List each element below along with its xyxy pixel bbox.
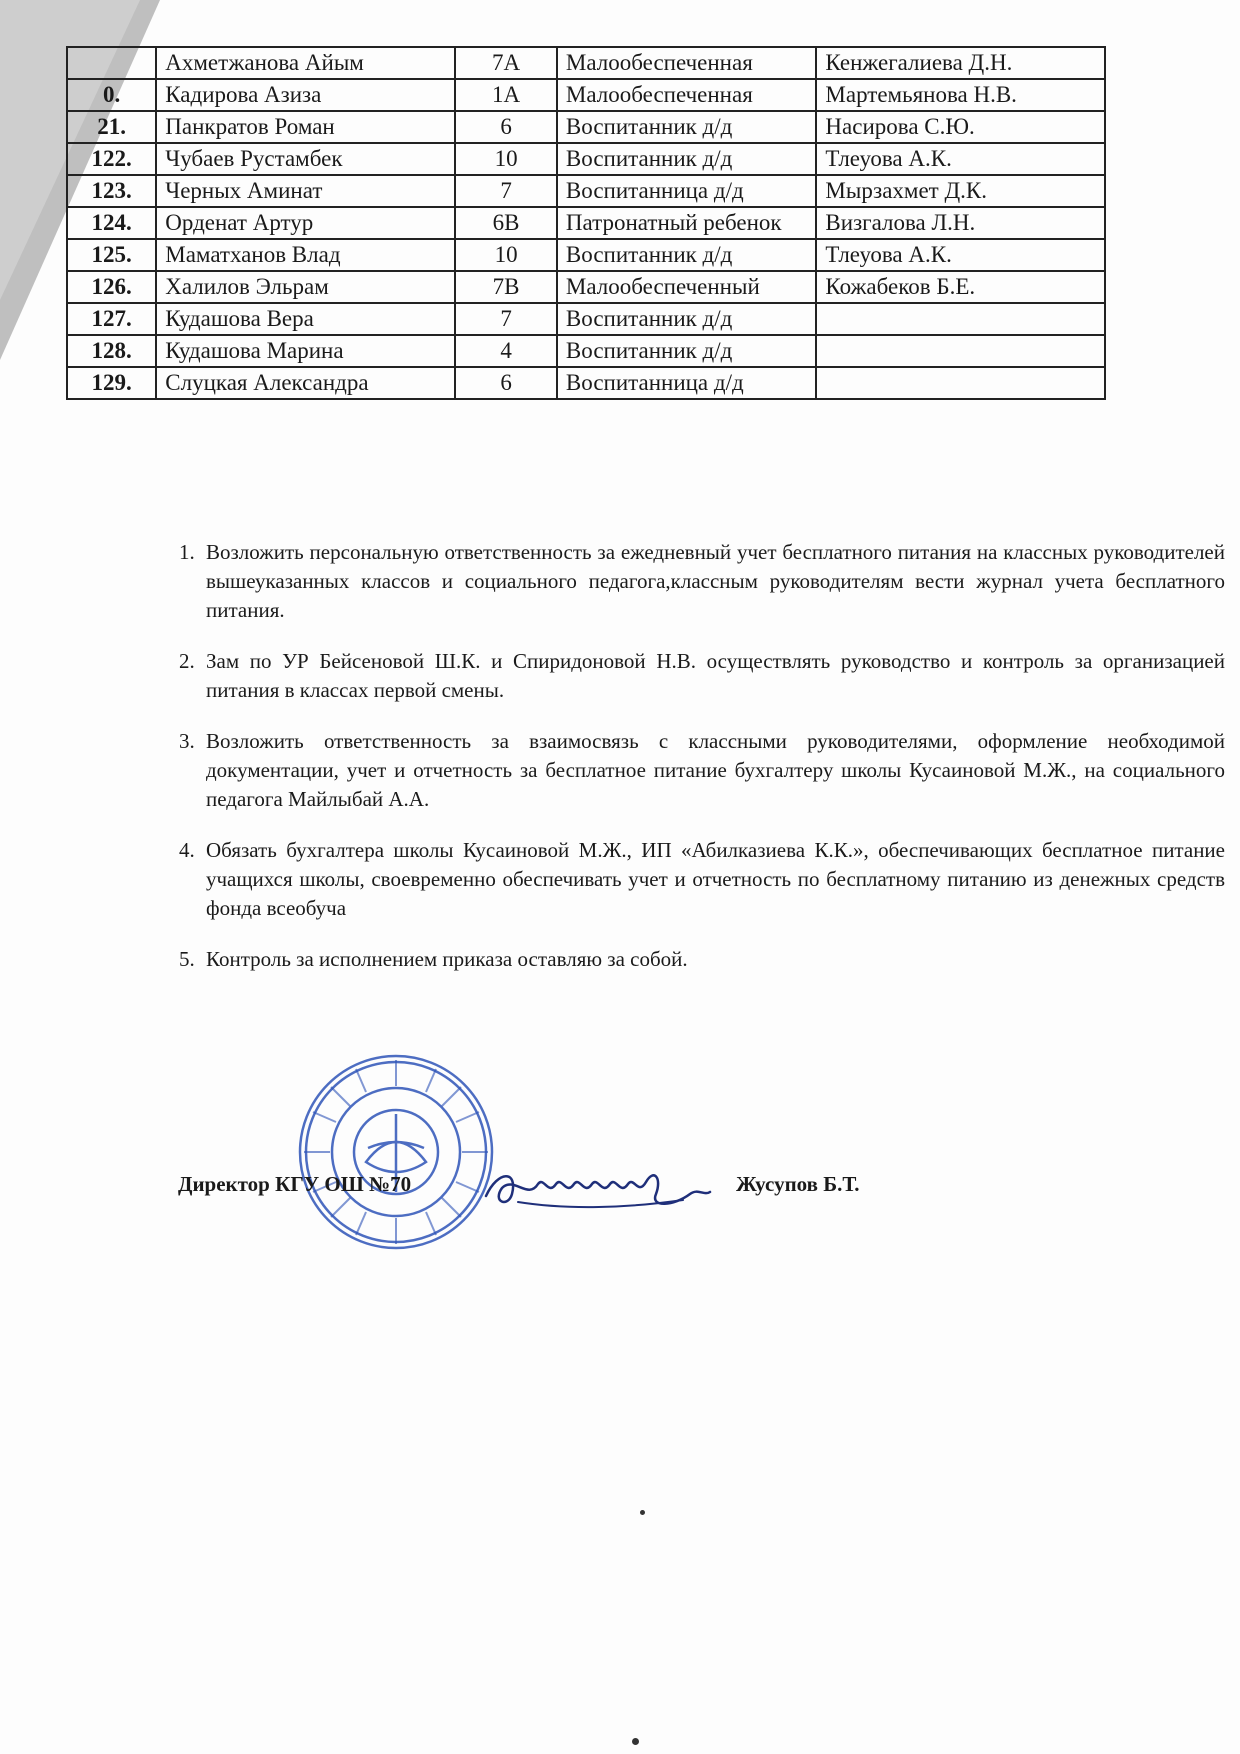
student-name: Кудашова Вера [156, 303, 455, 335]
row-number: 126. [67, 271, 156, 303]
class-teacher: Мырзахмет Д.К. [816, 175, 1105, 207]
class-teacher: Тлеуова А.К. [816, 143, 1105, 175]
table-row [67, 207, 1105, 239]
row-number: 123. [67, 175, 156, 207]
order-item-5: 5. Контроль за исполнением приказа оставляю за собой. [200, 945, 1225, 974]
order-item-1: 1. Возложить персональную ответственность за ежедневный учет бесплатного питания на классных руководителей вышеуказанных классов и социального педагога,классным руководителям вести журнал учета бесплатного питания. [200, 538, 1225, 625]
students-table [66, 46, 1106, 400]
order-item-3: 3. Возложить ответственность за взаимосвязь с классными руководителями, оформление необходимой документации, учет и отчетность за бесплатное питание бухгалтеру школы Кусаиновой М.Ж., на социального педагога Майлыбай А.А. [200, 727, 1225, 814]
student-category: Воспитанник д/д [557, 335, 817, 367]
student-class: 10 [455, 143, 557, 175]
scan-speck [632, 1738, 639, 1745]
table-row [67, 303, 1105, 335]
student-name: Орденат Артур [156, 207, 455, 239]
student-class: 7В [455, 271, 557, 303]
student-class: 6 [455, 111, 557, 143]
student-name: Халилов Эльрам [156, 271, 455, 303]
table-row [67, 47, 1105, 79]
student-class: 7А [455, 47, 557, 79]
student-class: 7 [455, 303, 557, 335]
class-teacher [816, 303, 1105, 335]
class-teacher [816, 335, 1105, 367]
row-number: 129. [67, 367, 156, 399]
table-row [67, 79, 1105, 111]
class-teacher: Кенжегалиева Д.Н. [816, 47, 1105, 79]
student-class: 7 [455, 175, 557, 207]
student-category: Воспитанница д/д [557, 175, 817, 207]
class-teacher: Насирова С.Ю. [816, 111, 1105, 143]
student-name: Кудашова Марина [156, 335, 455, 367]
student-category: Патронатный ребенок [557, 207, 817, 239]
row-number: 127. [67, 303, 156, 335]
student-name: Ахметжанова Айым [156, 47, 455, 79]
director-title: Директор КГУ ОШ №70 [178, 1172, 412, 1196]
student-category: Воспитанник д/д [557, 143, 817, 175]
student-name: Панкратов Роман [156, 111, 455, 143]
row-number: 0. [67, 79, 156, 111]
director-name: Жусупов Б.Т. [736, 1172, 860, 1196]
table-row [67, 111, 1105, 143]
table-row [67, 175, 1105, 207]
student-category: Воспитанник д/д [557, 239, 817, 271]
student-category: Воспитанник д/д [557, 111, 817, 143]
order-list [160, 538, 1225, 996]
student-class: 6 [455, 367, 557, 399]
student-category: Малообеспеченная [557, 47, 817, 79]
student-class: 6В [455, 207, 557, 239]
table-row [67, 239, 1105, 271]
row-number [67, 47, 156, 79]
row-number: 124. [67, 207, 156, 239]
handwritten-signature [478, 1150, 718, 1220]
class-teacher: Кожабеков Б.Е. [816, 271, 1105, 303]
table-row [67, 271, 1105, 303]
official-stamp [296, 1052, 496, 1252]
row-number: 128. [67, 335, 156, 367]
student-class: 1А [455, 79, 557, 111]
student-category: Воспитанница д/д [557, 367, 817, 399]
student-name: Чубаев Рустамбек [156, 143, 455, 175]
student-category: Малообеспеченная [557, 79, 817, 111]
class-teacher: Визгалова Л.Н. [816, 207, 1105, 239]
student-class: 10 [455, 239, 557, 271]
row-number: 125. [67, 239, 156, 271]
table-row [67, 367, 1105, 399]
order-item-2: 2. Зам по УР Бейсеновой Ш.К. и Спиридоновой Н.В. осуществлять руководство и контроль за организацией питания в классах первой смены. [200, 647, 1225, 705]
class-teacher: Тлеуова А.К. [816, 239, 1105, 271]
scan-speck [640, 1510, 645, 1515]
student-name: Маматханов Влад [156, 239, 455, 271]
table-row [67, 143, 1105, 175]
student-name: Кадирова Азиза [156, 79, 455, 111]
student-class: 4 [455, 335, 557, 367]
row-number: 122. [67, 143, 156, 175]
table-row [67, 335, 1105, 367]
class-teacher: Мартемьянова Н.В. [816, 79, 1105, 111]
class-teacher [816, 367, 1105, 399]
student-name: Черных Аминат [156, 175, 455, 207]
student-category: Воспитанник д/д [557, 303, 817, 335]
student-name: Слуцкая Александра [156, 367, 455, 399]
student-category: Малообеспеченный [557, 271, 817, 303]
row-number: 21. [67, 111, 156, 143]
order-item-4: 4. Обязать бухгалтера школы Кусаиновой М.Ж., ИП «Абилказиева К.К.», обеспечивающих бесплатное питание учащихся школы, своевременно обеспечивать учет и отчетность по бесплатному питанию из денежных средств фонда всеобуча [200, 836, 1225, 923]
